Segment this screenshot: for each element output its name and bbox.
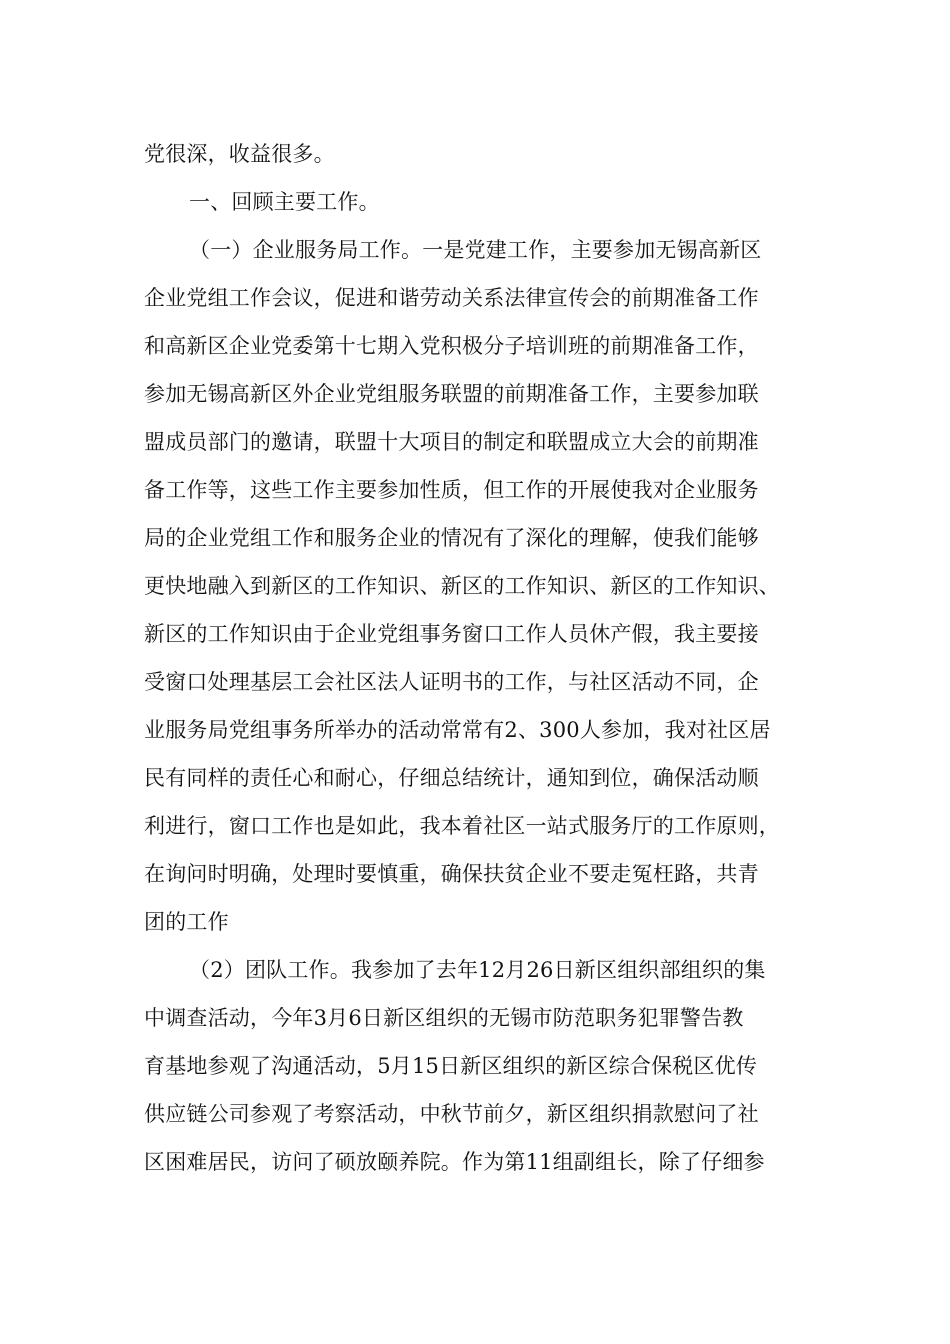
text-line: 民有同样的责任心和耐心，仔细总结统计，通知到位，确保活动顺 (144, 766, 759, 790)
text-line: 区困难居民，访问了硕放颐养院。作为第11组副组长，除了仔细参 (144, 1150, 765, 1174)
text-line: 新区的工作知识由于企业党组事务窗口工作人员休产假，我主要接 (144, 622, 759, 646)
text-line: 团的工作 (144, 910, 229, 934)
text-line: 供应链公司参观了考察活动，中秋节前夕，新区组织捐款慰问了社 (144, 1102, 759, 1126)
text-line: 企业党组工作会议，促进和谐劳动关系法律宣传会的前期准备工作 (144, 286, 759, 310)
text-line: 参加无锡高新区外企业党组服务联盟的前期准备工作，主要参加联 (144, 382, 759, 406)
text-line: 业服务局党组事务所举办的活动常常有2、300人参加，我对社区居 (144, 718, 771, 742)
text-line: 中调查活动，今年3月6日新区组织的无锡市防范职务犯罪警告教 (144, 1006, 744, 1030)
text-line: （一）企业服务局工作。一是党建工作，主要参加无锡高新区 (189, 238, 762, 262)
text-line: 局的企业党组工作和服务企业的情况有了深化的理解，使我们能够 (144, 526, 759, 550)
text-line: 备工作等，这些工作主要参加性质，但工作的开展使我对企业服务 (144, 478, 759, 502)
text-line: 盟成员部门的邀请，联盟十大项目的制定和联盟成立大会的前期准 (144, 430, 759, 454)
text-line: 党很深，收益很多。 (144, 142, 335, 166)
text-line: 在询问时明确，处理时要慎重，确保扶贫企业不要走冤枉路，共青 (144, 862, 759, 886)
text-line: 和高新区企业党委第十七期入党积极分子培训班的前期准备工作， (144, 334, 759, 358)
text-line: 更快地融入到新区的工作知识、新区的工作知识、新区的工作知识、 (144, 574, 780, 598)
text-line: 育基地参观了沟通活动，5月15日新区组织的新区综合保税区优传 (144, 1054, 758, 1078)
text-line: （2）团队工作。我参加了去年12月26日新区组织部组织的集 (189, 958, 766, 982)
section-heading: 一、回顾主要工作。 (189, 190, 380, 214)
text-line: 受窗口处理基层工会社区法人证明书的工作，与社区活动不同，企 (144, 670, 759, 694)
text-line: 利进行，窗口工作也是如此，我本着社区一站式服务厅的工作原则， (144, 814, 780, 838)
